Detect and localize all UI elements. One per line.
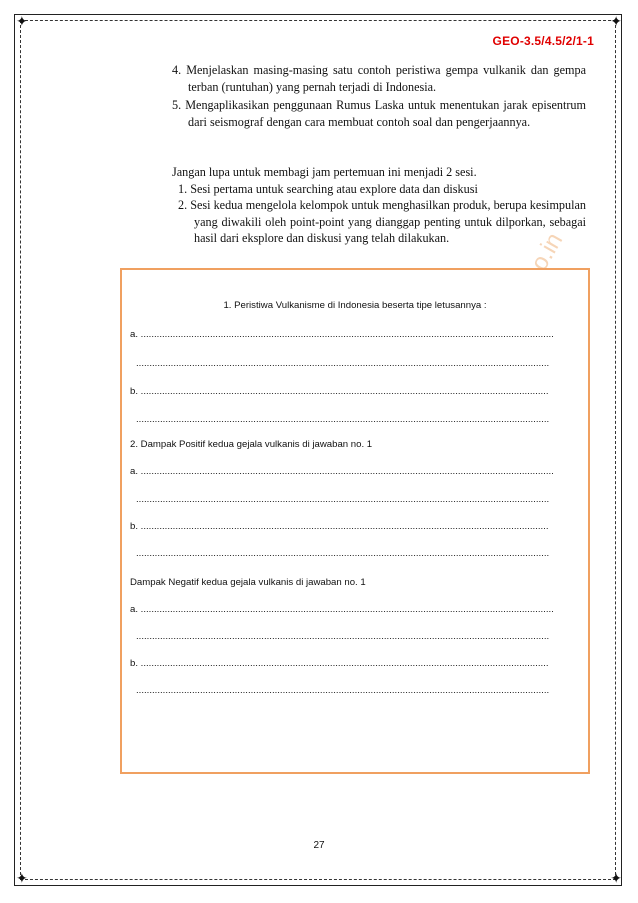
corner-ornament-icon: ✦: [610, 15, 622, 30]
session-note-section: [172, 164, 586, 247]
answer-line-a[interactable]: a. ...........................................................................................................................................................: [130, 466, 554, 477]
corner-ornament-icon: ✦: [16, 872, 28, 887]
answer-line-continued[interactable]: ...........................................................................................................................................................: [136, 548, 550, 559]
answer-line-b[interactable]: b. .........................................................................................................................................................: [130, 386, 549, 397]
answer-line-a[interactable]: a. ...........................................................................................................................................................: [130, 329, 554, 340]
answer-line-b[interactable]: b. .........................................................................................................................................................: [130, 521, 549, 532]
answer-line-continued[interactable]: ...........................................................................................................................................................: [136, 414, 550, 425]
intro-section: [172, 62, 586, 130]
session-item-2: 2. Sesi kedua mengelola kelompok untuk menghasilkan produk, berupa kesimpulan yang diwakili oleh point-point yang dianggap penting untuk dilporkan, sebagai hasil dari eksplore dan diskusi yang telah dilakukan.: [178, 198, 586, 245]
answer-line-continued[interactable]: ...........................................................................................................................................................: [136, 494, 550, 505]
corner-ornament-icon: ✦: [610, 872, 622, 887]
corner-ornament-icon: ✦: [16, 15, 28, 30]
watermark: o.in: [525, 228, 569, 276]
question-3-title: Dampak Negatif kedua gejala vulkanis di jawaban no. 1: [130, 577, 366, 588]
session-item-1: 1. Sesi pertama untuk searching atau explore data dan diskusi: [178, 181, 478, 196]
objective-item-4: 4. Menjelaskan masing-masing satu contoh peristiwa gempa vulkanik dan gempa terban (runtuhan) yang pernah terjadi di Indonesia.: [172, 63, 586, 94]
question-1-title: 1. Peristiwa Vulkanisme di Indonesia beserta tipe letusannya :: [223, 300, 487, 311]
objective-item-5: 5. Mengaplikasikan penggunaan Rumus Laska untuk menentukan jarak episentrum dari seismograf dengan cara membuat contoh soal dan pengerjaannya.: [172, 98, 586, 129]
answer-line-continued[interactable]: ...........................................................................................................................................................: [136, 631, 550, 642]
answer-line-continued[interactable]: ...........................................................................................................................................................: [136, 358, 550, 369]
document-code: GEO-3.5/4.5/2/1-1: [492, 34, 594, 48]
answer-line-b[interactable]: b. .........................................................................................................................................................: [130, 658, 549, 669]
answer-line-continued[interactable]: ...........................................................................................................................................................: [136, 685, 550, 696]
page-number: 27: [313, 840, 325, 851]
session-note: Jangan lupa untuk membagi jam pertemuan ini menjadi 2 sesi.: [172, 165, 477, 179]
question-2-title: 2. Dampak Positif kedua gejala vulkanis di jawaban no. 1: [130, 439, 373, 450]
answer-line-a[interactable]: a. ...........................................................................................................................................................: [130, 604, 554, 615]
